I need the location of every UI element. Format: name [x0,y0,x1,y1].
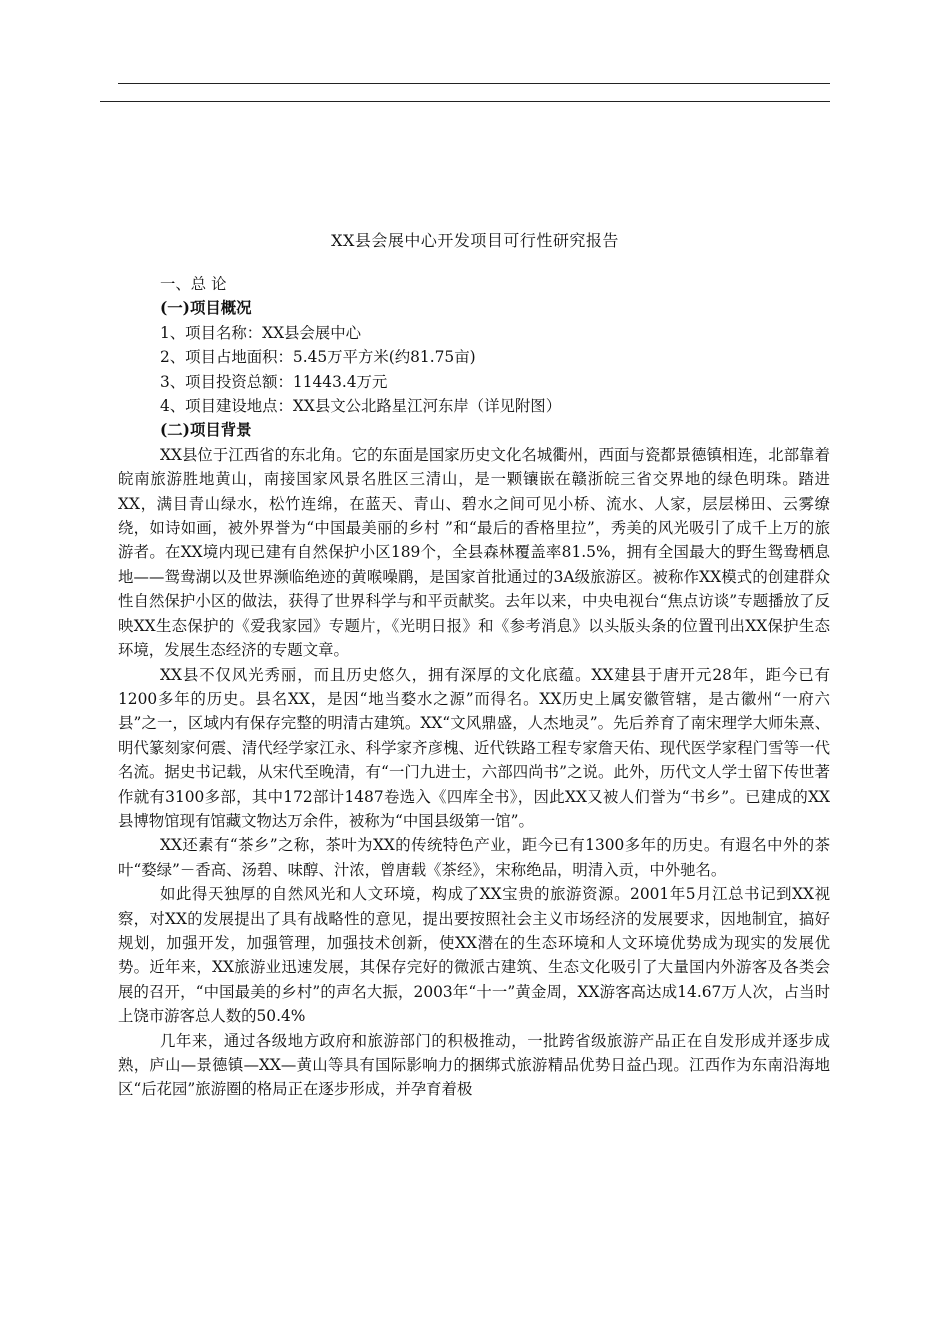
paragraph-geography: XX县位于江西省的东北角。它的东面是国家历史文化名城衢州，西面与瓷都景德镇相连，北部靠着皖南旅游胜地黄山，南接国家风景名胜区三清山，是一颗镶嵌在赣浙皖三省交界地的绿色明珠。踏进XX，满目青山绿水，松竹连绵，在蓝天、青山、碧水之间可见小桥、流水、人家，层层梯田、云雾缭绕，如诗如画，被外界誉为“中国最美丽的乡村 ”和“最后的香格里拉”，秀美的风光吸引了成千上万的旅游者。在XX境内现已建有自然保护小区189个，全县森林覆盖率81.5%，拥有全国最大的野生鸳鸯栖息地——鸳鸯湖以及世界濒临绝迹的黄喉噪鹛，是国家首批通过的3A级旅游区。被称作XX模式的创建群众性自然保护小区的做法，获得了世界科学与和平贡献奖。去年以来，中央电视台“焦点访谈”专题播放了反映XX生态保护的《爱我家园》专题片，《光明日报》和《参考消息》以头版头条的位置刊出XX保护生态环境，发展生态经济的专题文章。 [118,445,830,660]
paragraph-history: XX县不仅风光秀丽，而且历史悠久，拥有深厚的文化底蕴。XX建县于唐开元28年，距今已有1200多年的历史。县名XX，是因“地当婺水之源”而得名。XX历史上属安徽管辖，是古徽州“一府六县”之一，区域内有保存完整的明清古建筑。XX“文风鼎盛，人杰地灵”。先后养育了南宋理学大师朱熹、明代篆刻家何震、清代经学家江永、科学家齐彦槐、近代铁路工程专家詹天佑、现代医学家程门雪等一代名流。据史书记载，从宋代至晚清，有“一门九进士，六部四尚书”之说。此外，历代文人学士留下传世著作就有3100多部，其中172部计1487卷选入《四库全书》，因此XX又被人们誉为“书乡”。已建成的XX县博物馆现有馆藏文物达万余件，被称为“中国县级第一馆”。 [118,665,830,830]
overview-item-investment: 3、项目投资总额：11443.4万元 [160,372,388,391]
header-rule-bottom [100,101,830,102]
overview-item-area: 2、项目占地面积：5.45万平方米(约81.75亩) [160,348,476,367]
paragraph-tourism: 如此得天独厚的自然风光和人文环境，构成了XX宝贵的旅游资源。2001年5月江总书记到XX视察，对XX的发展提出了具有战略性的意见，提出要按照社会主义市场经济的发展要求，因地制宜，搞好规划，加强开发，加强管理，加强技术创新，使XX潜在的生态环境和人文环境优势成为现实的发展优势。近年来，XX旅游业迅速发展，其保存完好的微派古建筑、生态文化吸引了大量国内外游客及各类会展的召开，“中国最美的乡村”的声名大振，2003年“十一”黄金周，XX游客高达成14.67万人次，占当时上饶市游客总人数的50.4% [118,885,830,1026]
document-body [118,272,830,1102]
paragraph-development: 几年来，通过各级地方政府和旅游部门的积极推动，一批跨省级旅游产品正在自发形成并逐步成熟，庐山—景德镇—XX—黄山等具有国际影响力的捆绑式旅游精品优势日益凸现。江西作为东南沿海地区“后花园”旅游圈的格局正在逐步形成，并孕育着极 [118,1031,830,1099]
header-rule-top [118,83,830,84]
overview-item-location: 4、项目建设地点：XX县文公北路星江河东岸（详见附图） [160,397,562,416]
overview-item-name: 1、项目名称：XX县会展中心 [160,323,362,342]
subsection-heading-overview: (一)项目概况 [160,299,252,318]
subsection-heading-background: (二)项目背景 [160,421,252,440]
section-heading: 一、总 论 [160,275,227,293]
paragraph-tea: XX还素有“茶乡”之称，茶叶为XX的传统特色产业，距今已有1300多年的历史。有遐名中外的茶叶“婺绿”－香高、汤碧、味醇、汁浓，曾唐载《茶经》，宋称绝品，明清入贡，中外驰名。 [118,836,830,879]
document-title: XX县会展中心开发项目可行性研究报告 [331,231,619,250]
